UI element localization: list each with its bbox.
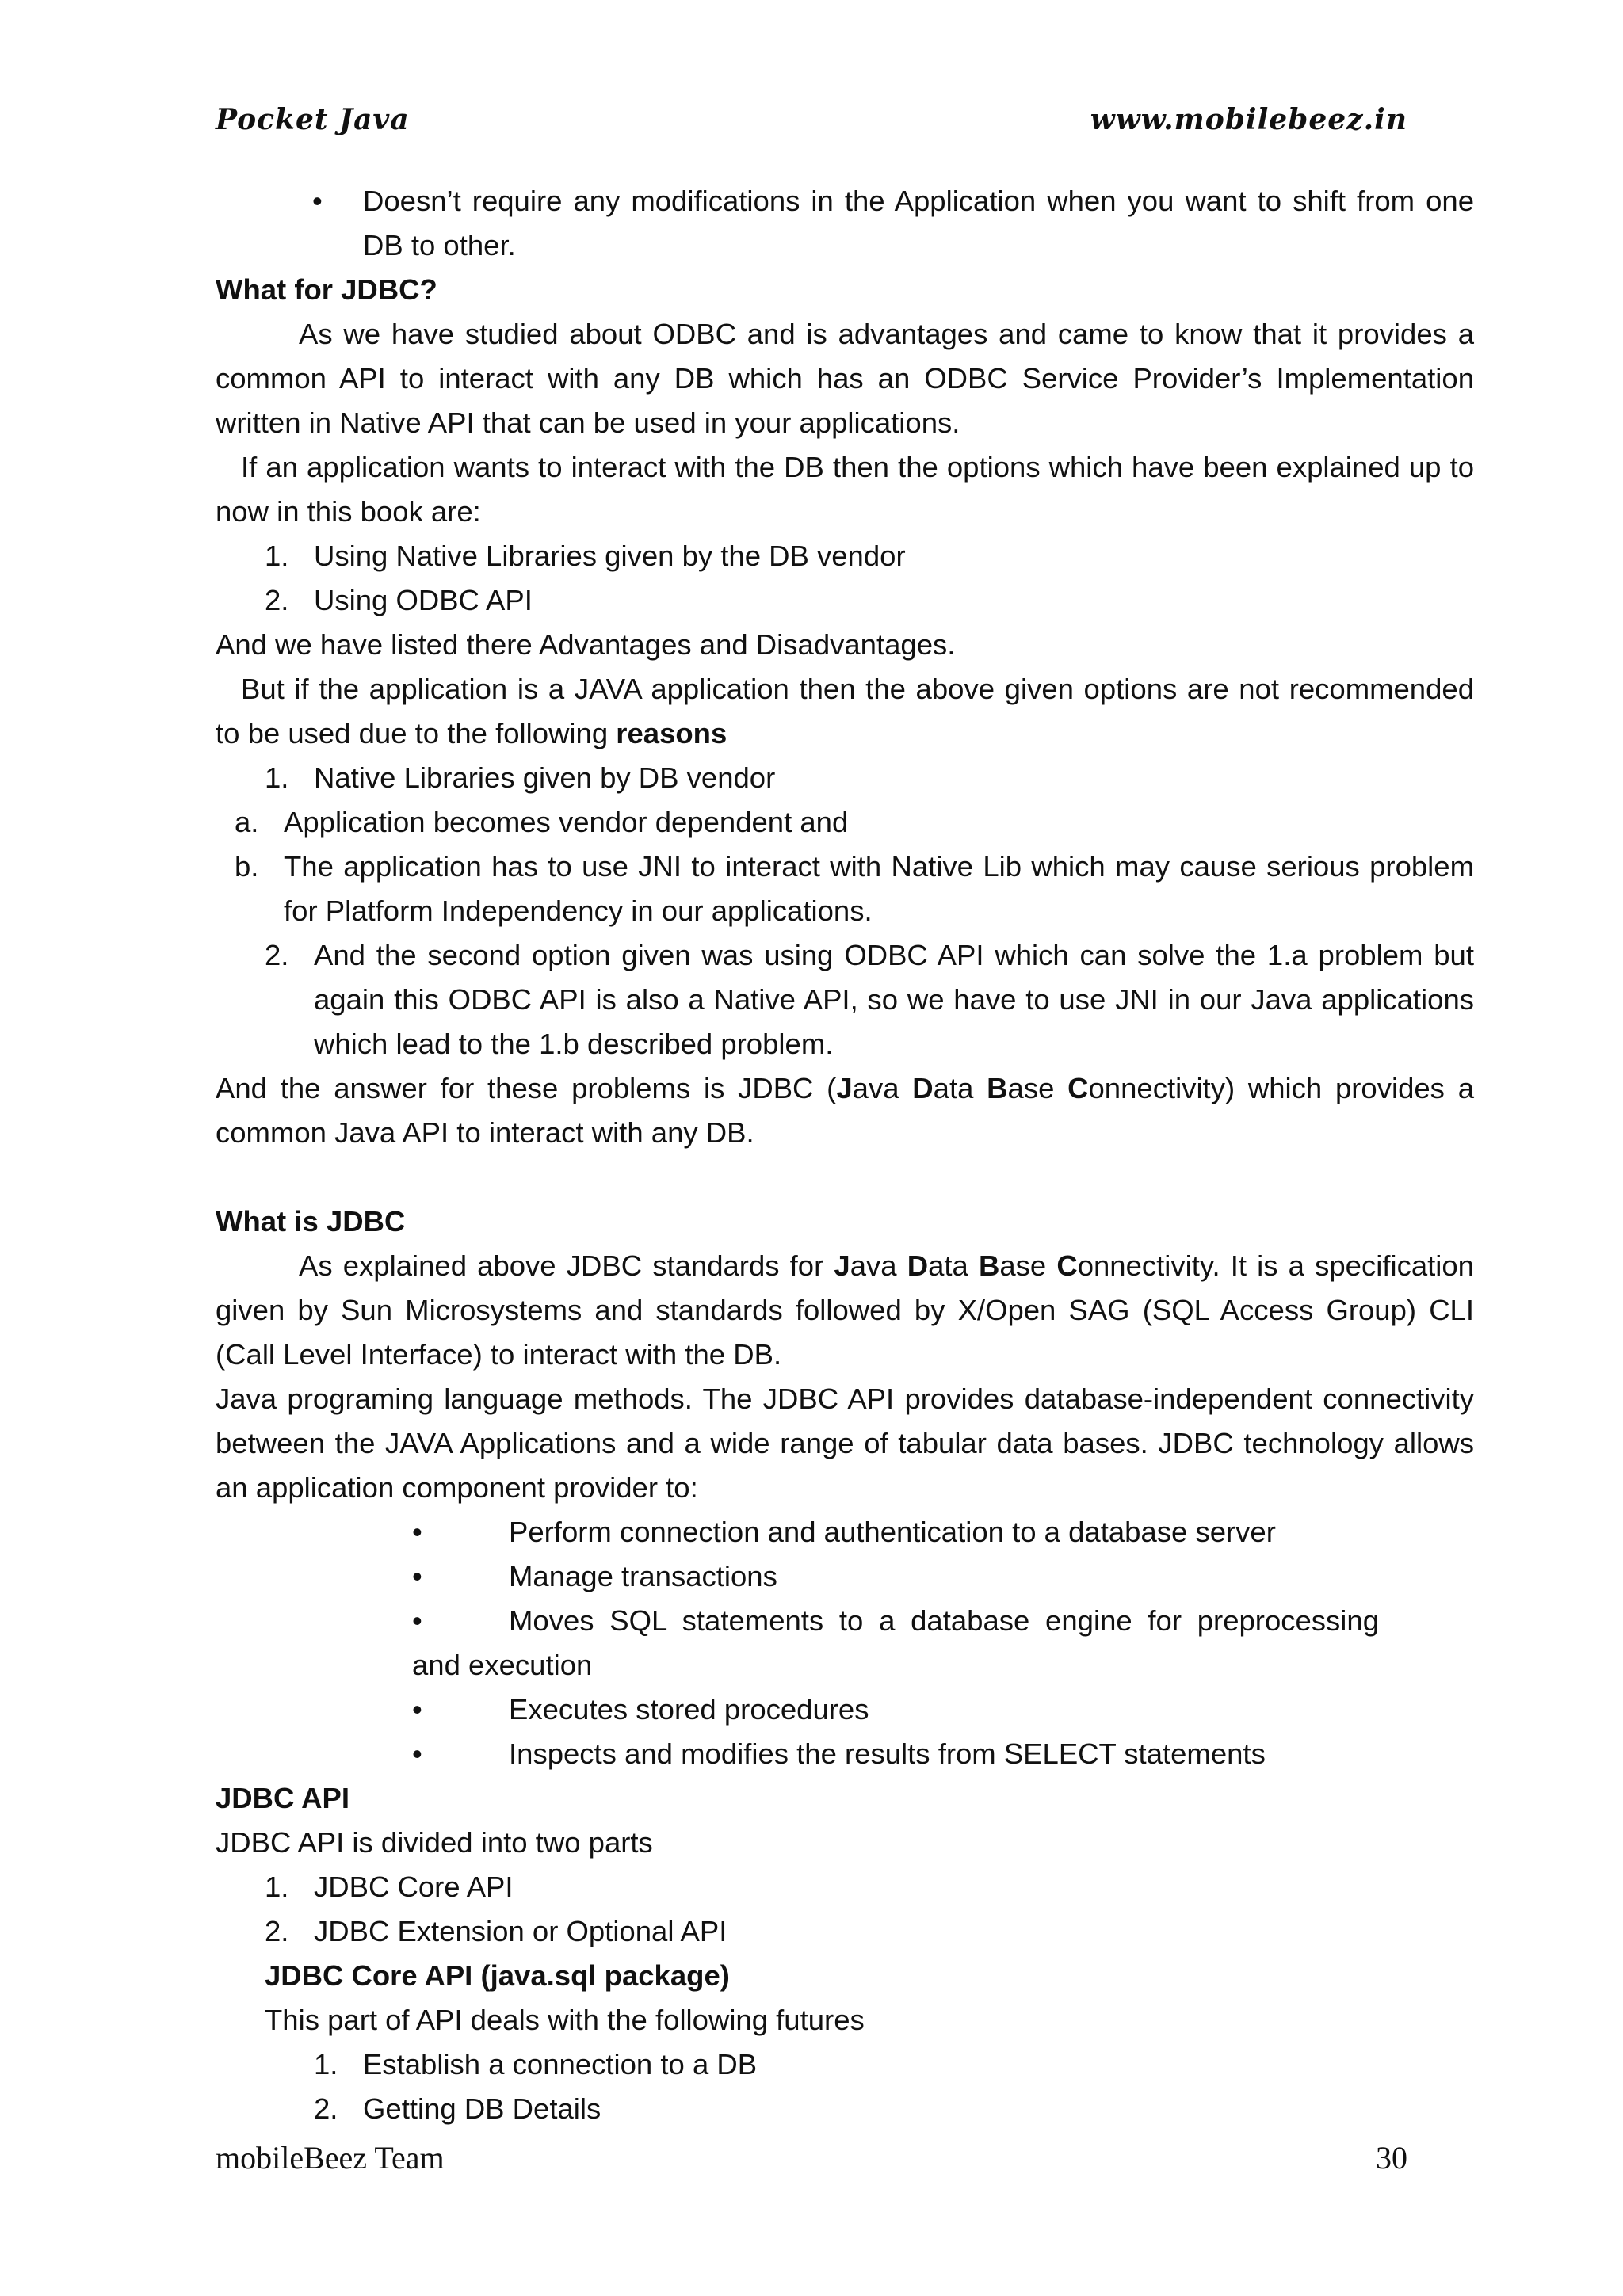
- bullet-text: Moves SQL statements to a database engine for preprocessing: [509, 1604, 1379, 1637]
- list-item: [216, 1909, 1474, 1954]
- paragraph-text: ase: [999, 1249, 1057, 1282]
- bullet-item: [216, 179, 1474, 223]
- acronym-letter: B: [978, 1249, 1000, 1282]
- paragraph-line: common Java API to interact with any DB.: [216, 1116, 754, 1149]
- paragraph-line: common API to interact with any DB which has an ODBC Service Provider’s Implementation: [216, 362, 1474, 395]
- emphasis-reasons: reasons: [616, 717, 727, 749]
- bullet-text: Manage transactions: [509, 1560, 777, 1592]
- bullet-item: [216, 1510, 1474, 1554]
- list-number: 1.: [314, 2048, 338, 2081]
- sub-list-letter: b.: [235, 850, 259, 883]
- list-item: [216, 578, 1474, 623]
- list-item: [216, 933, 1474, 978]
- paragraph-line: an application component provider to:: [216, 1471, 698, 1504]
- list-text: JDBC Core API: [314, 1871, 514, 1903]
- bullet-item: [216, 1732, 1474, 1776]
- list-number: 1.: [265, 540, 289, 572]
- bullet-text: Doesn’t require any modifications in the Application when you want to shift from one: [363, 185, 1474, 217]
- bullet-text-continued: DB to other.: [363, 229, 516, 261]
- paragraph-line: [216, 1066, 1474, 1111]
- paragraph-line: written in Native API that can be used in your applications.: [216, 406, 960, 439]
- acronym-letter: D: [907, 1249, 929, 1282]
- footer-author: mobileBeez Team: [216, 2140, 445, 2176]
- list-text: Native Libraries given by DB vendor: [314, 761, 776, 794]
- paragraph-text: As explained above JDBC standards for: [299, 1249, 834, 1282]
- paragraph-line: [216, 711, 1474, 756]
- paragraph-text: ata: [928, 1249, 979, 1282]
- paragraph-line: And we have listed there Advantages and Disadvantages.: [216, 628, 956, 661]
- paragraph-line: now in this book are:: [216, 495, 481, 528]
- sub-list-item: [216, 845, 1474, 889]
- section-heading-what-is-jdbc: What is JDBC: [216, 1205, 406, 1238]
- list-text: Using ODBC API: [314, 584, 533, 616]
- bullet-text: Inspects and modifies the results from SELECT statements: [509, 1737, 1266, 1770]
- list-text: Establish a connection to a DB: [363, 2048, 758, 2081]
- acronym-letter: C: [1056, 1249, 1078, 1282]
- paragraph-text: And the answer for these problems is JDBC (: [216, 1072, 837, 1104]
- bullet-icon: •: [312, 185, 323, 217]
- sub-list-text-continued: for Platform Independency in our applications.: [284, 894, 873, 927]
- paragraph-text: ata: [933, 1072, 987, 1104]
- paragraph-line: between the JAVA Applications and a wide range of tabular data bases. JDBC technology allows: [216, 1427, 1474, 1459]
- list-item: [216, 534, 1474, 578]
- list-text: JDBC Extension or Optional API: [314, 1915, 727, 1947]
- list-item: [216, 2087, 1474, 2131]
- paragraph-line: (Call Level Interface) to interact with the DB.: [216, 1338, 782, 1371]
- paragraph-line: given by Sun Microsystems and standards followed by X/Open SAG (SQL Access Group) CLI: [216, 1294, 1474, 1326]
- bullet-icon: •: [412, 1737, 422, 1770]
- paragraph-line: But if the application is a JAVA application then the above given options are not recommended: [241, 673, 1474, 705]
- paragraph-text: ase: [1007, 1072, 1068, 1104]
- page-footer: [216, 2139, 1407, 2187]
- sub-list-text: The application has to use JNI to interact with Native Lib which may cause serious problem: [284, 850, 1474, 883]
- list-item: [216, 1865, 1474, 1909]
- sub-list-letter: a.: [235, 806, 259, 838]
- section-heading-jdbc-api: JDBC API: [216, 1782, 350, 1814]
- paragraph-line: Java programing language methods. The JDBC API provides database-independent connectivity: [216, 1383, 1474, 1415]
- list-number: 2.: [314, 2092, 338, 2125]
- sub-list-text: Application becomes vendor dependent and: [284, 806, 849, 838]
- acronym-letter: D: [912, 1072, 934, 1104]
- list-number: 2.: [265, 1915, 289, 1947]
- page-header: [216, 103, 1407, 151]
- acronym-letter: B: [987, 1072, 1008, 1104]
- paragraph-line: This part of API deals with the following futures: [265, 2004, 865, 2036]
- acronym-letter: C: [1067, 1072, 1089, 1104]
- acronym-letter: J: [836, 1072, 853, 1104]
- bullet-item: [216, 1599, 1474, 1643]
- list-number: 2.: [265, 584, 289, 616]
- bullet-item: [216, 1554, 1474, 1599]
- list-number: 1.: [265, 1871, 289, 1903]
- paragraph-text: onnectivity) which provides a: [1088, 1072, 1474, 1104]
- list-text: Getting DB Details: [363, 2092, 601, 2125]
- list-item: [216, 2042, 1474, 2087]
- page-number: 30: [1376, 2140, 1407, 2176]
- paragraph-text: ava: [850, 1249, 907, 1282]
- bullet-icon: •: [412, 1604, 422, 1637]
- paragraph-line: As we have studied about ODBC and is advantages and came to know that it provides a: [299, 318, 1474, 350]
- bullet-text: Perform connection and authentication to a database server: [509, 1516, 1276, 1548]
- bullet-text: Executes stored procedures: [509, 1693, 869, 1726]
- bullet-icon: •: [412, 1516, 422, 1548]
- subsection-heading-jdbc-core-api: JDBC Core API (java.sql package): [265, 1959, 730, 1992]
- paragraph-text: ava: [852, 1072, 913, 1104]
- bullet-text-continued: and execution: [412, 1649, 593, 1681]
- bullet-icon: •: [412, 1693, 422, 1726]
- spacer: [216, 1155, 1474, 1199]
- sub-list-item: [216, 800, 1474, 845]
- list-text: And the second option given was using ODBC API which can solve the 1.a problem but: [314, 939, 1474, 971]
- list-number: 1.: [265, 761, 289, 794]
- list-text: Using Native Libraries given by the DB vendor: [314, 540, 906, 572]
- paragraph-text: onnectivity. It is a specification: [1077, 1249, 1474, 1282]
- header-book-title: Pocket Java: [216, 103, 410, 136]
- bullet-icon: •: [412, 1560, 422, 1592]
- list-item: [216, 756, 1474, 800]
- bullet-item: [216, 1688, 1474, 1732]
- section-heading-what-for-jdbc: What for JDBC?: [216, 273, 437, 306]
- paragraph-text: to be used due to the following: [216, 717, 617, 749]
- list-number: 2.: [265, 939, 289, 971]
- header-website: www.mobilebeez.in: [1090, 103, 1407, 136]
- paragraph-line: JDBC API is divided into two parts: [216, 1826, 653, 1859]
- paragraph-line: If an application wants to interact with the DB then the options which have been explained up to: [241, 451, 1474, 483]
- page-content: [216, 179, 1474, 2131]
- list-text-continued: which lead to the 1.b described problem.: [314, 1028, 834, 1060]
- list-text-continued: again this ODBC API is also a Native API, so we have to use JNI in our Java applications: [314, 983, 1474, 1016]
- acronym-letter: J: [834, 1249, 850, 1282]
- paragraph-line: [216, 1244, 1474, 1288]
